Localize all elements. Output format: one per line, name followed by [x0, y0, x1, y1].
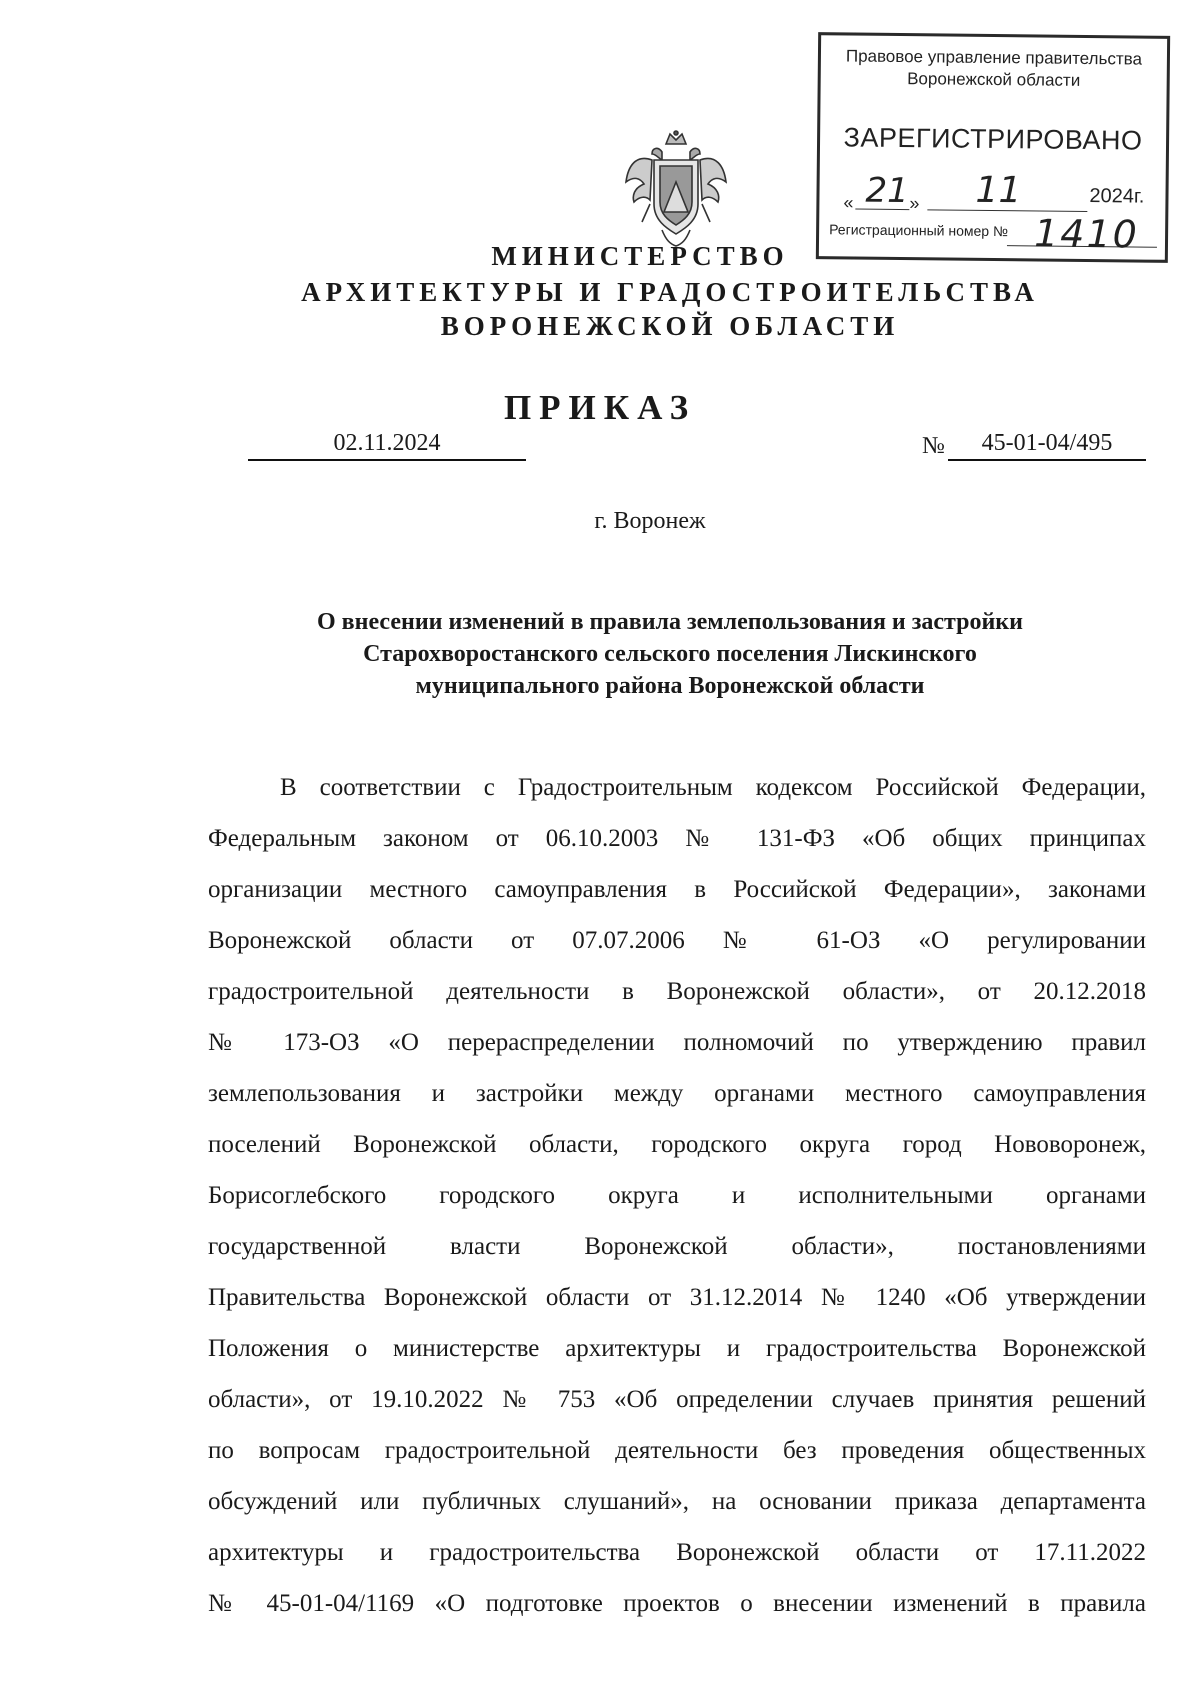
subject-line3: муниципального района Воронежской области [415, 673, 925, 699]
body-line: Федеральным законом от 06.10.2003 № 131-ФЗ «Об общих принципах [208, 825, 1146, 852]
body-line: поселений Воронежской области, городского округа город Нововоронеж, [208, 1131, 1146, 1158]
body-line: обсуждений или публичных слушаний», на основании приказа департамента [208, 1488, 1146, 1515]
stamp-reg-number: 1410 [1033, 211, 1140, 257]
order-body [208, 762, 1146, 1629]
body-line: Правительства Воронежской области от 31.12.2014 № 1240 «Об утверждении [208, 1284, 1146, 1311]
body-line: по вопросам градостроительной деятельности без проведения общественных [208, 1437, 1146, 1464]
body-line: государственной власти Воронежской области», постановлениями [208, 1233, 1146, 1260]
subject-line2: Старохворостанского сельского поселения Лискинского [363, 641, 977, 667]
stamp-org-line2: Воронежской области [907, 69, 1081, 90]
stamp-date-day: 21 [865, 170, 910, 212]
order-date: 02.11.2024 [248, 430, 526, 461]
ministry-name-line3: ВОРОНЕЖСКОЙ ОБЛАСТИ [440, 311, 900, 341]
body-line: архитектуры и градостроительства Воронежской области от 17.11.2022 [208, 1539, 1146, 1566]
body-line: № 45-01-04/1169 «О подготовке проектов о внесении изменений в правила [208, 1590, 1146, 1617]
stamp-date-year: 2024г. [1089, 185, 1145, 208]
stamp-registered-label: ЗАРЕГИСТРИРОВАНО [843, 122, 1143, 156]
stamp-organization [821, 45, 1167, 93]
stamp-org-line1: Правовое управление правительства [845, 46, 1143, 69]
stamp-date [843, 169, 1163, 215]
subject-line1: О внесении изменений в правила землепользования и застройки [317, 609, 1023, 635]
body-line: градостроительной деятельности в Воронежской области», от 20.12.2018 [208, 978, 1146, 1005]
stamp-date-month: 11 [975, 169, 1022, 212]
order-number: 45-01-04/495 [948, 430, 1146, 461]
stamp-date-open-quote: « [843, 192, 854, 213]
body-line: землепользования и застройки между органами местного самоуправления [208, 1080, 1146, 1107]
stamp-date-close-quote: » [909, 193, 920, 214]
coat-of-arms-icon [622, 130, 730, 250]
document-type-title: ПРИКАЗ [503, 388, 697, 427]
ministry-name-line2: АРХИТЕКТУРЫ И ГРАДОСТРОИТЕЛЬСТВА [301, 277, 1039, 307]
body-line: области», от 19.10.2022 № 753 «Об определении случаев принятия решений [208, 1386, 1146, 1413]
order-number-sign: № [922, 433, 945, 459]
registration-stamp [816, 32, 1170, 263]
order-subject [230, 606, 1110, 702]
ministry-name-line1: МИНИСТЕРСТВО [491, 241, 789, 271]
stamp-reg-label: Регистрационный номер № [829, 221, 1009, 240]
body-line: Положения о министерстве архитектуры и градостроительства Воронежской [208, 1335, 1146, 1362]
body-line: Воронежской области от 07.07.2006 № 61-ОЗ «О регулировании [208, 927, 1146, 954]
body-line: В соответствии с Градостроительным кодексом Российской Федерации, [280, 774, 1146, 801]
body-line: № 173-ОЗ «О перераспределении полномочий по утверждению правил [208, 1029, 1146, 1056]
city-name: г. Воронеж [594, 508, 706, 534]
body-line: организации местного самоуправления в Российской Федерации», законами [208, 876, 1146, 903]
body-line: Борисоглебского городского округа и исполнительными органами [208, 1182, 1146, 1209]
